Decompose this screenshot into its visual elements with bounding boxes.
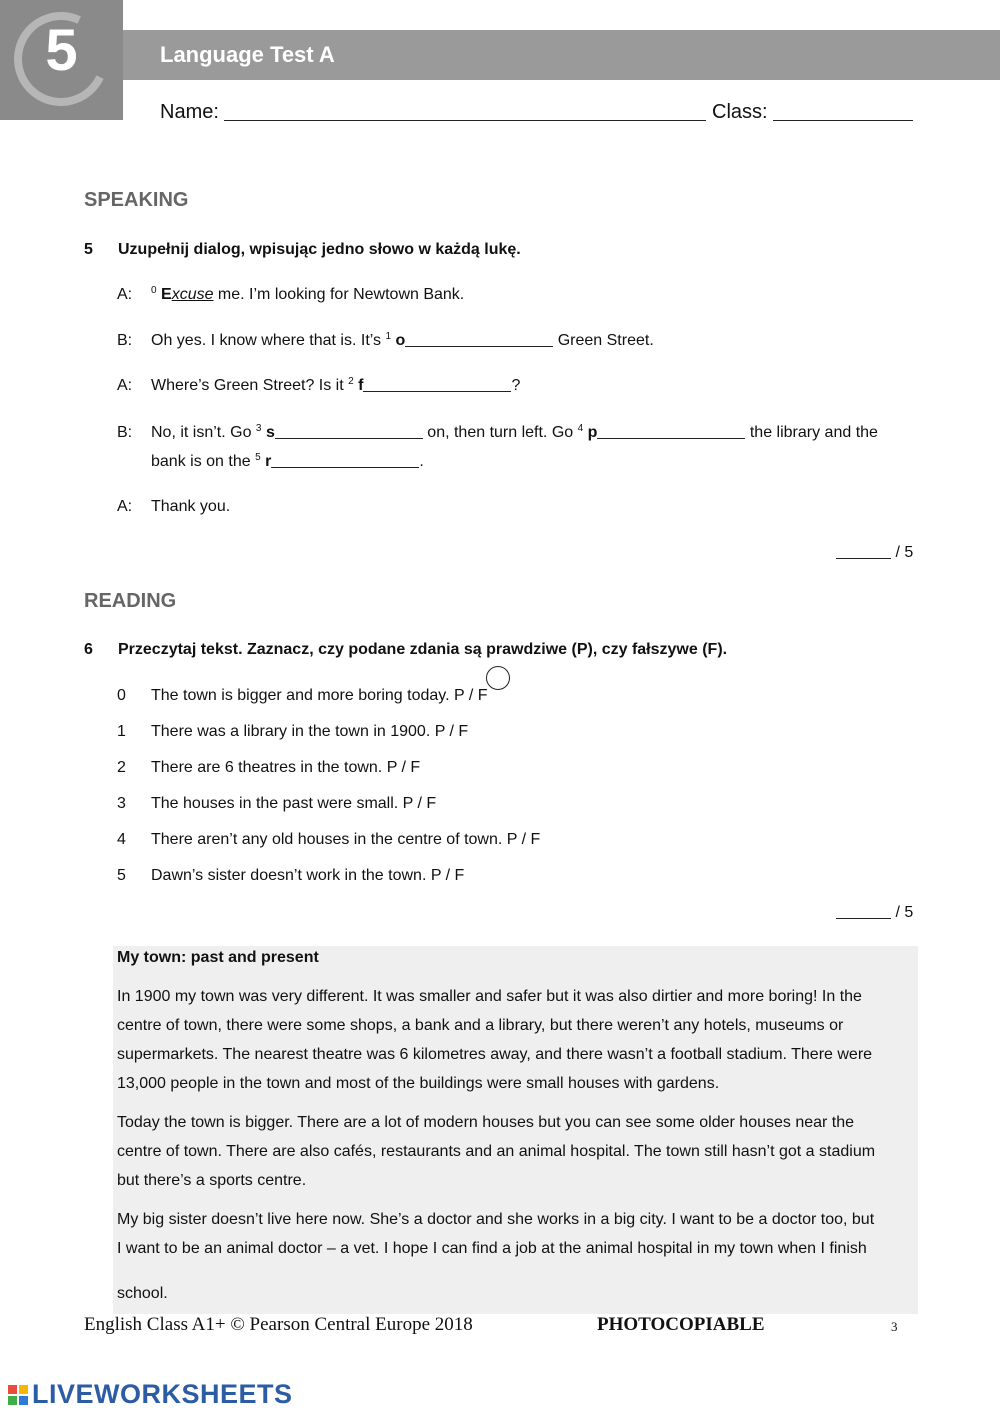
gap-number: 4 (577, 423, 584, 434)
gap-number: 2 (348, 376, 354, 387)
passage-paragraph: In 1900 my town was very different. It was smaller and safer but it was also dirtier and more boring! In the centre of town, there were some shops, a bank and a library, but there weren’t any hotels, museums or supermarkets. The nearest theatre was 6 kilometres away, and there wasn’t a football stadium. There were 13,000 people in the town and most of the buildings were small houses with gardens. (117, 988, 873, 1092)
answer-gap-4[interactable] (597, 424, 745, 439)
name-class-row (160, 101, 913, 124)
gap-letter: p (587, 424, 598, 441)
liveworksheets-brand[interactable]: LIVEWORKSHEETS (32, 1379, 293, 1409)
gap-number: 5 (255, 452, 261, 463)
class-label: Class: (712, 101, 768, 123)
unit-number: 5 (45, 18, 78, 83)
gap-letter: f (358, 377, 364, 394)
gap-letter: r (265, 453, 272, 470)
answer-circle-icon (486, 666, 510, 690)
speaking-heading: SPEAKING (84, 189, 189, 211)
task-instruction: Przeczytaj tekst. Zaznacz, czy podane zdania są prawdziwe (P), czy fałszywe (F). (118, 641, 728, 658)
class-field[interactable] (773, 102, 913, 121)
liveworksheets-logo-icon (8, 1385, 28, 1405)
gap-number: 1 (385, 331, 392, 342)
gap-number: 3 (255, 423, 262, 434)
gap-letter: s (265, 424, 275, 441)
gap-letter: E (161, 286, 172, 303)
reading-heading: READING (84, 590, 177, 612)
task-number: 5 (84, 241, 93, 258)
speaking-score: / 5 (836, 544, 913, 562)
example-answer: xcuse (171, 286, 214, 303)
passage-paragraph: My big sister doesn’t live here now. She’s a doctor and she works in a big city. I want to be a doctor too, but I want to be an animal doctor – a vet. I hope I can find a job at the animal hospital in my town when I finish school. (117, 1211, 875, 1302)
reading-task (84, 641, 784, 661)
name-field[interactable] (224, 102, 706, 121)
passage-paragraph: Today the town is bigger. There are a lot of modern houses but you can see some older houses near the centre of town. There are also cafés, restaurants and an animal hospital. The town still hasn’t got a stadium but there’s a sports centre. (117, 1114, 876, 1189)
gap-letter: o (395, 332, 406, 349)
page-number: 3 (891, 1319, 898, 1334)
task-number: 6 (84, 641, 93, 658)
speaker: A: (117, 286, 133, 303)
answer-gap-5[interactable] (271, 453, 419, 468)
speaker: A: (117, 498, 133, 515)
page-title: Language Test A (160, 42, 335, 67)
name-label: Name: (160, 101, 219, 123)
speaking-task (84, 241, 684, 261)
speaker: B: (117, 332, 133, 349)
score-field[interactable] (836, 544, 891, 559)
speaker: B: (117, 424, 133, 441)
copyright: English Class A1+ © Pearson Central Europe 2018 (84, 1314, 473, 1335)
score-field[interactable] (836, 904, 891, 919)
reading-score: / 5 (836, 904, 913, 922)
answer-gap-3[interactable] (275, 424, 423, 439)
passage-title: My town: past and present (117, 949, 319, 966)
task-instruction: Uzupełnij dialog, wpisując jedno słowo w każdą lukę. (118, 241, 521, 258)
unit-badge (0, 0, 123, 120)
photocopiable-label: PHOTOCOPIABLE (597, 1314, 765, 1335)
gap-number: 0 (151, 285, 157, 296)
speaker: A: (117, 377, 133, 394)
answer-gap-1[interactable] (405, 332, 553, 347)
answer-gap-2[interactable] (363, 377, 511, 392)
